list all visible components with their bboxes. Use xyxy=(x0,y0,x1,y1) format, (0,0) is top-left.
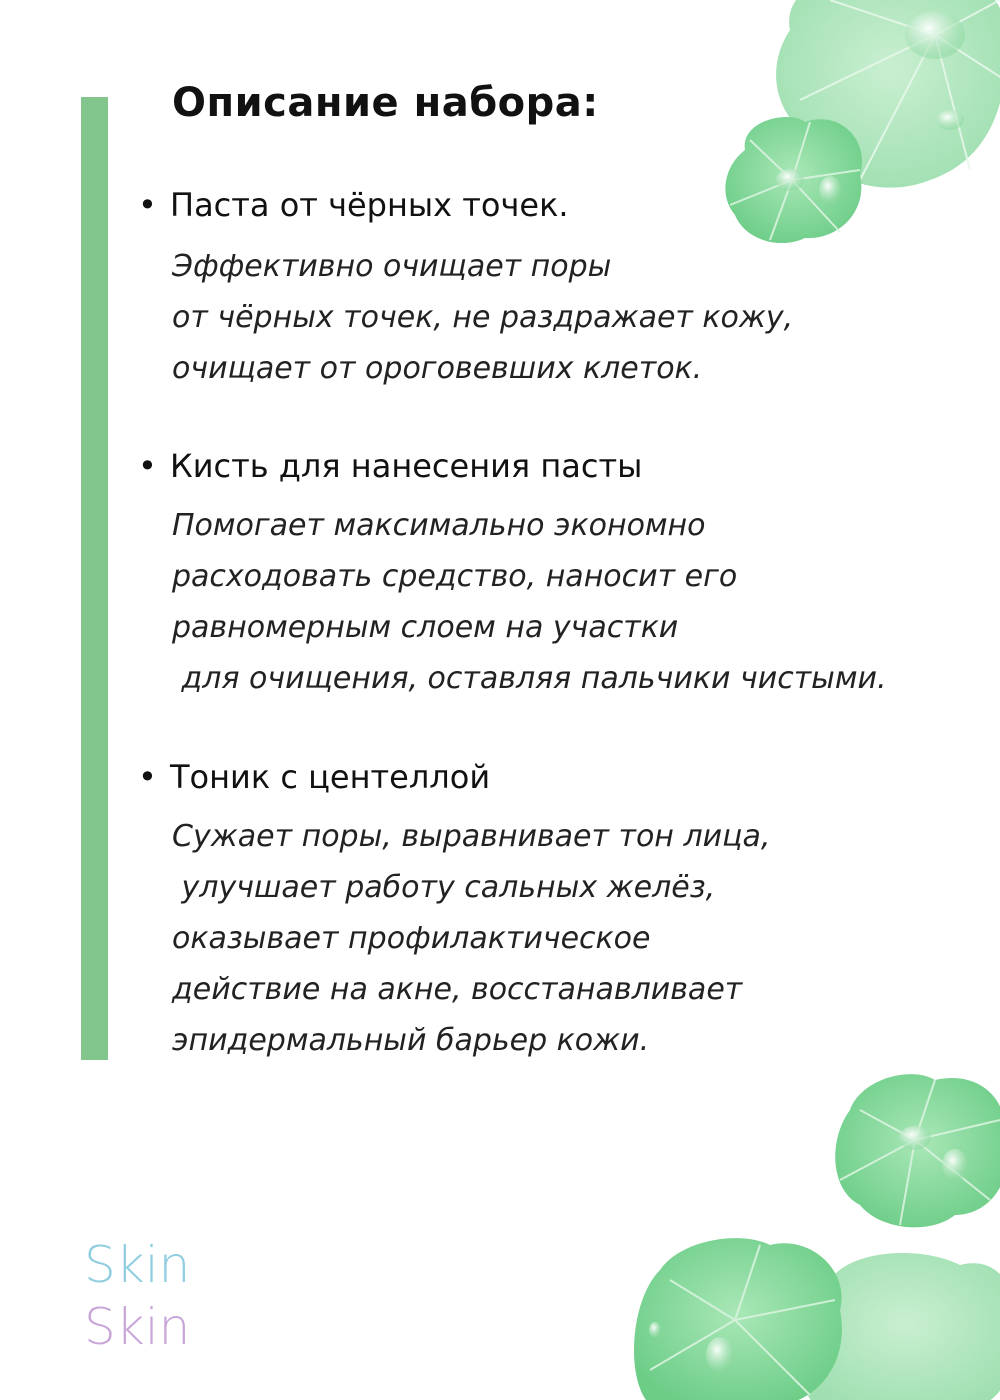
leaf-top-right-small xyxy=(725,117,862,243)
leaf-top-right-large xyxy=(776,0,1000,188)
item-title-text: Тоник с центеллой xyxy=(170,758,491,796)
description-line: очищает от ороговевших клеток. xyxy=(172,351,703,386)
bullet: • xyxy=(138,758,157,796)
leaf-bottom-center xyxy=(634,1238,842,1400)
item-title-paste xyxy=(138,186,569,224)
item-description-brush xyxy=(172,500,887,704)
leaf-bottom-right-pale xyxy=(800,1253,1000,1400)
description-line: от чёрных точек, не раздражает кожу, xyxy=(172,300,794,335)
description-line: для очищения, оставляя пальчики чистыми. xyxy=(172,661,887,696)
bullet: • xyxy=(138,447,157,485)
item-description-toner xyxy=(172,811,770,1066)
description-line: эпидермальный барьер кожи. xyxy=(172,1023,650,1058)
page-title: Описание набора: xyxy=(172,80,599,126)
logo-line-1: Skin xyxy=(84,1236,191,1294)
description-line: равномерным слоем на участки xyxy=(172,610,679,645)
item-title-text: Паста от чёрных точек. xyxy=(170,186,569,224)
item-title-text: Кисть для нанесения пасты xyxy=(170,447,643,485)
description-line: Эффективно очищает поры xyxy=(172,249,612,284)
description-line: Сужает поры, выравнивает тон лица, xyxy=(172,819,771,854)
description-line: оказывает профилактическое xyxy=(172,921,651,956)
logo-line-2: Skin xyxy=(84,1298,191,1356)
description-line: расходовать средство, наносит его xyxy=(172,559,738,594)
bullet: • xyxy=(138,186,157,224)
description-line: улучшает работу сальных желёз, xyxy=(172,870,716,905)
accent-bar xyxy=(81,97,108,1060)
item-title-toner xyxy=(138,758,490,796)
item-description-paste xyxy=(172,241,793,394)
item-title-brush xyxy=(138,447,642,485)
description-line: действие на акне, восстанавливает xyxy=(172,972,743,1007)
skinskin-logo xyxy=(84,1228,214,1358)
leaf-bottom-right-middle xyxy=(835,1074,1000,1227)
description-line: Помогает максимально экономно xyxy=(172,508,706,543)
